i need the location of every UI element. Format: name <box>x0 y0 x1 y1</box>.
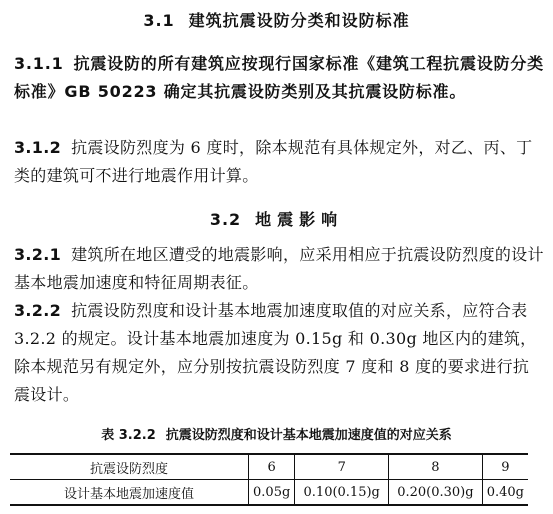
clause-number: 3.1.1 <box>14 54 64 73</box>
intensity-acceleration-table <box>10 453 528 506</box>
clause-text: 抗震设防烈度和设计基本地震加速度取值的对应关系，应符合表 3.2.2 的规定。设计基本地震加速度为 0.15g 和 0.30g 地区内的建筑，除本规范另有规定外，应分别按抗震设防烈度 7 度和 8 度的要求进行抗震设计。 <box>14 301 537 404</box>
clause-text: 建筑所在地区遭受的地震影响，应采用相应于抗震设防烈度的设计基本地震加速度和特征周期表征。 <box>14 245 544 292</box>
table-cell: 7 <box>295 454 389 480</box>
table-cell: 8 <box>389 454 483 480</box>
clause-number: 3.2.2 <box>14 301 62 320</box>
clause-3-2-2 <box>14 297 544 409</box>
clause-3-1-1 <box>14 50 544 106</box>
section-number: 3.1 <box>143 11 175 30</box>
table-cell: 0.05g <box>249 480 295 506</box>
section-title: 地震影响 <box>255 210 344 229</box>
table-number: 表 3.2.2 <box>101 428 156 443</box>
table-cell: 6 <box>249 454 295 480</box>
table-cell: 0.40g <box>482 480 528 506</box>
table-caption <box>0 424 553 443</box>
clause-3-1-2 <box>14 134 544 190</box>
table-title: 抗震设防烈度和设计基本地震加速度值的对应关系 <box>165 428 452 443</box>
table-cell: 9 <box>482 454 528 480</box>
section-heading-3-1 <box>0 8 553 31</box>
clause-number: 3.1.2 <box>14 138 62 157</box>
clause-number: 3.2.1 <box>14 245 62 264</box>
row-label-intensity: 抗震设防烈度 <box>10 454 249 480</box>
table-cell: 0.20(0.30)g <box>389 480 483 506</box>
clause-3-2-1 <box>14 241 544 297</box>
section-heading-3-2 <box>0 207 553 230</box>
section-title: 建筑抗震设防分类和设防标准 <box>188 11 410 30</box>
section-number: 3.2 <box>209 210 242 229</box>
table-row <box>10 480 528 506</box>
clause-text: 抗震设防的所有建筑应按现行国家标准《建筑工程抗震设防分类标准》GB 50223 确定其抗震设防类别及其抗震设防标准。 <box>14 54 544 101</box>
clause-text: 抗震设防烈度为 6 度时，除本规范有具体规定外，对乙、丙、丁类的建筑可不进行地震作用计算。 <box>14 138 533 185</box>
table-row <box>10 454 528 480</box>
table-cell: 0.10(0.15)g <box>295 480 389 506</box>
row-label-acceleration: 设计基本地震加速度值 <box>10 480 249 506</box>
